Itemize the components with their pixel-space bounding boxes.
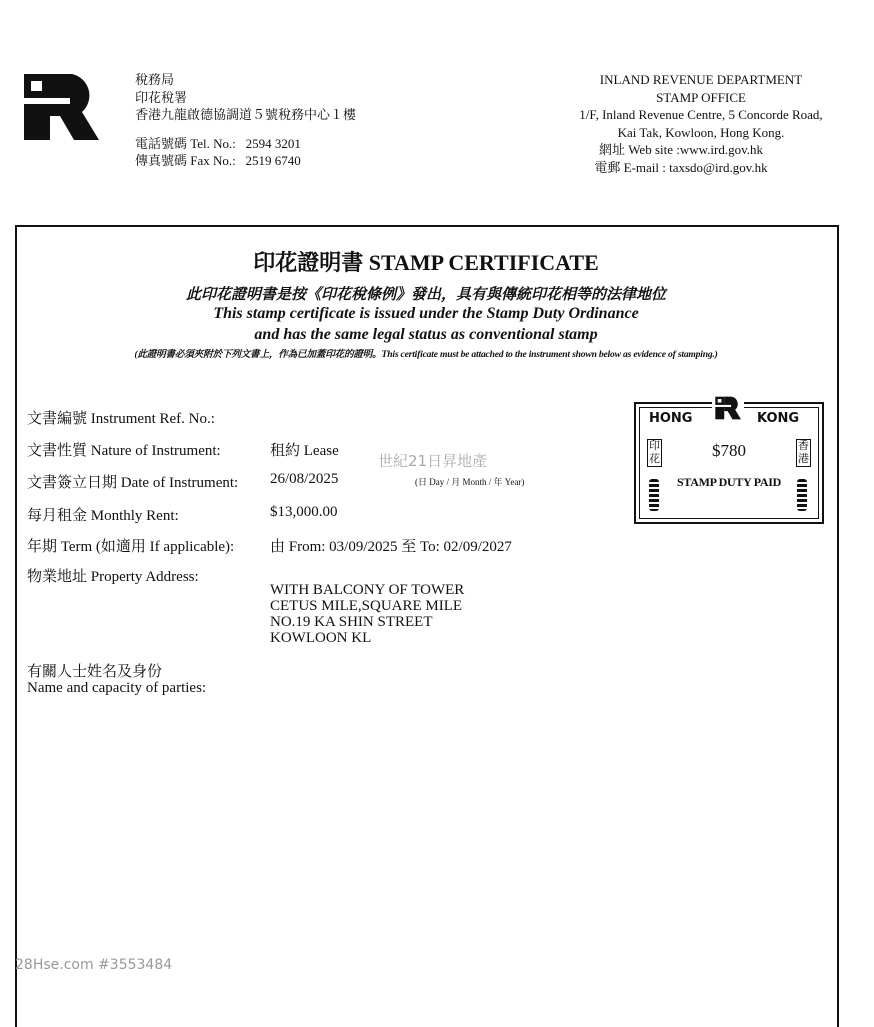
- stamp-paid-label: STAMP DUTY PAID: [677, 475, 781, 489]
- address-en-1: 1/F, Inland Revenue Centre, 5 Concorde Road,: [579, 107, 823, 122]
- date-format-hint: (日 Day / 月 Month / 年 Year): [415, 477, 525, 487]
- fax-value: 2519 6740: [245, 153, 301, 168]
- ird-logo: [22, 72, 100, 142]
- address-line: CETUS MILE,SQUARE MILE: [270, 598, 463, 614]
- subtitle-en-1: This stamp certificate is issued under the Stamp Duty Ordinance: [213, 305, 639, 322]
- dept-en: INLAND REVENUE DEPARTMENT: [599, 72, 803, 87]
- stamp-right-chars: 香港: [798, 440, 809, 465]
- header-right: [560, 71, 842, 176]
- stamp-hong: HONG: [649, 411, 693, 426]
- dept-zh: 稅務局: [135, 72, 175, 87]
- fax-label: 傳真號碼 Fax No.:: [135, 153, 236, 168]
- label-ref-no: 文書編號 Instrument Ref. No.:: [27, 411, 215, 427]
- address-line: KOWLOON KL: [270, 630, 372, 646]
- stamp-duty-paid-stamp: [634, 402, 824, 524]
- website: 網址 Web site :www.ird.gov.hk: [598, 142, 764, 157]
- office-en: STAMP OFFICE: [656, 89, 746, 105]
- agency-overlay: 世紀21日昇地產: [378, 452, 488, 470]
- certificate-title: 印花證明書 STAMP CERTIFICATE: [253, 250, 599, 275]
- subtitle-zh: 此印花證明書是按《印花稅條例》發出，具有與傳統印花相等的法律地位: [185, 287, 666, 303]
- stamp-ornament-left: [649, 479, 659, 511]
- label-rent: 每月租金 Monthly Rent:: [27, 508, 179, 524]
- subtitle-en-2: and has the same legal status as conventional stamp: [254, 326, 598, 343]
- label-term: 年期 Term (如適用 If applicable):: [27, 539, 235, 555]
- address-line: WITH BALCONY OF TOWER: [270, 582, 465, 598]
- watermark: 28Hse.com #3553484: [15, 957, 173, 973]
- header-left: [135, 71, 356, 170]
- address-zh: 香港九龍啟德協調道５號稅務中心１樓: [135, 107, 357, 122]
- value-nature: 租約 Lease: [270, 443, 339, 459]
- label-parties-zh: 有關人士姓名及身份: [27, 664, 163, 680]
- address-line: NO.19 KA SHIN STREET: [270, 614, 433, 630]
- value-date: 26/08/2025: [270, 471, 339, 487]
- label-nature: 文書性質 Nature of Instrument:: [27, 443, 221, 459]
- label-address: 物業地址 Property Address:: [27, 569, 199, 585]
- attachment-note: (此證明書必須夾附於下列文書上，作為已加蓋印花的證明。This certificate must be attached to the instrument shown below as evidence of stamping.): [134, 349, 718, 360]
- stamp-left-chars: 印花: [649, 440, 660, 465]
- stamp-amount: $780: [712, 441, 746, 460]
- label-parties-en: Name and capacity of parties:: [27, 680, 207, 696]
- value-term: 由 From: 03/09/2025 至 To: 02/09/2027: [270, 539, 512, 555]
- address-en-2: Kai Tak, Kowloon, Hong Kong.: [617, 124, 785, 140]
- email: 電郵 E-mail : taxsdo@ird.gov.hk: [594, 159, 768, 175]
- office-zh: 印花稅署: [135, 89, 188, 105]
- stamp-logo: [712, 396, 744, 422]
- stamp-kong: KONG: [757, 411, 800, 426]
- label-date: 文書簽立日期 Date of Instrument:: [27, 475, 239, 491]
- tel-value: 2594 3201: [245, 135, 301, 151]
- value-rent: $13,000.00: [270, 504, 338, 520]
- tel-label: 電話號碼 Tel. No.:: [135, 135, 236, 151]
- stamp-ornament-right: [797, 479, 807, 511]
- property-address: [270, 582, 464, 646]
